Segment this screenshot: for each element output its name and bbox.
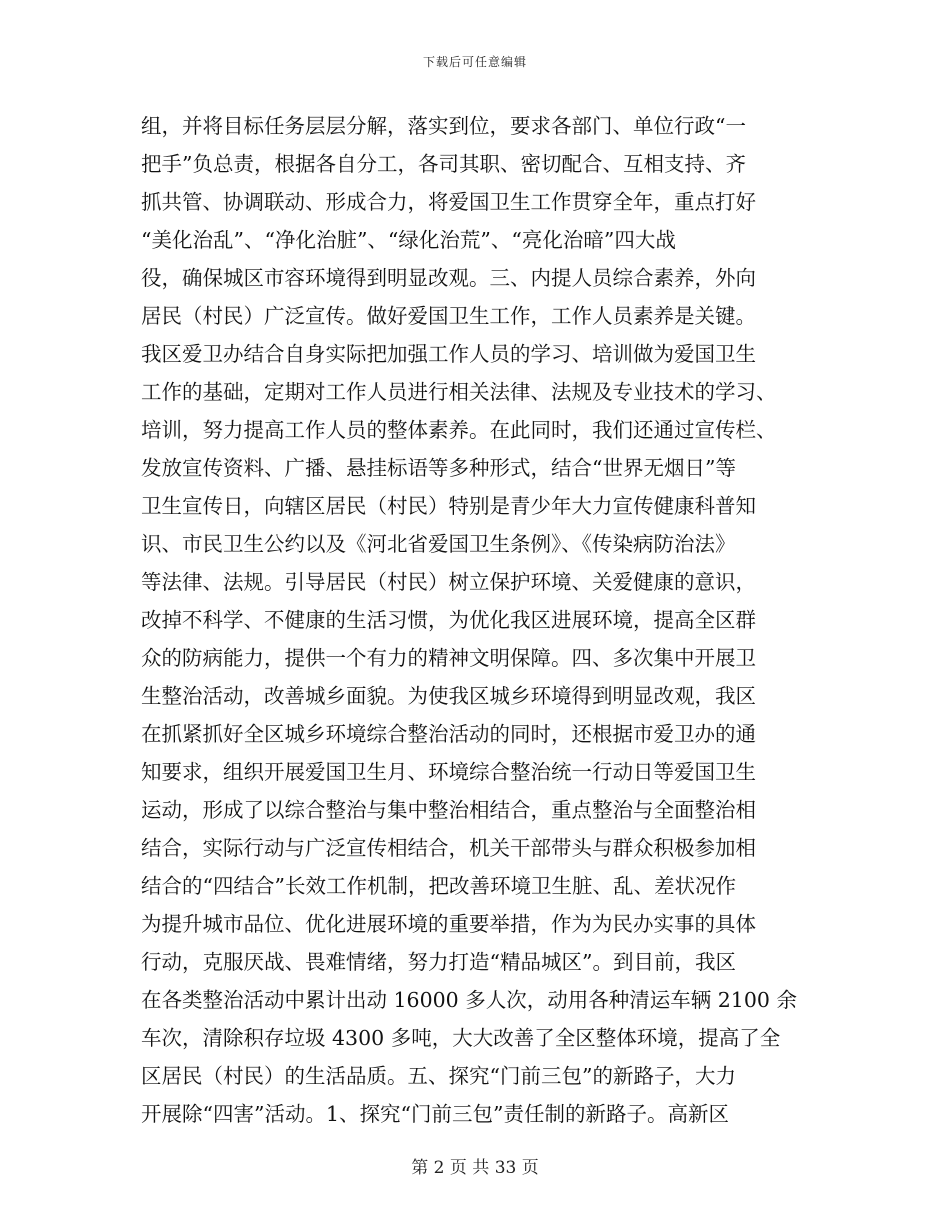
text-line: 结合的“四结合”长效工作机制，把改善环境卫生脏、乱、差状况作 (141, 874, 736, 898)
text-line: 知要求，组织开展爱国卫生月、环境综合整治统一行动日等爱国卫生 (141, 760, 756, 784)
text-line: 运动，形成了以综合整治与集中整治相结合，重点整治与全面整治相 (141, 798, 756, 822)
text-line: 我区爱卫办结合自身实际把加强工作人员的学习、培训做为爱国卫生 (141, 342, 756, 366)
text-line: 把手”负总责，根据各自分工，各司其职、密切配合、互相支持、齐 (141, 152, 746, 176)
text-line: “美化治乱”、“净化治脏”、“绿化治荒”、“亮化治暗”四大战 (141, 228, 676, 252)
text-line: 组，并将目标任务层层分解，落实到位，要求各部门、单位行政“一 (141, 114, 746, 138)
text-line: 车次，清除积存垃圾 4300 多吨，大大改善了全区整体环境，提高了全 (141, 1026, 781, 1050)
text-line: 工作的基础，定期对工作人员进行相关法律、法规及专业技术的学习、 (141, 380, 777, 404)
text-line: 开展除“四害”活动。1、探究“门前三包”责任制的新路子。高新区 (141, 1102, 729, 1126)
text-line: 卫生宣传日，向辖区居民（村民）特别是青少年大力宣传健康科普知 (141, 494, 756, 518)
page-header: 下载后可任意编辑 (422, 55, 527, 69)
text-line: 众的防病能力，提供一个有力的精神文明保障。四、多次集中开展卫 (141, 646, 756, 670)
text-line: 培训，努力提高工作人员的整体素养。在此同时，我们还通过宣传栏、 (141, 418, 777, 442)
text-line: 为提升城市品位、优化进展环境的重要举措，作为为民办实事的具体 (141, 912, 756, 936)
text-line: 居民（村民）广泛宣传。做好爱国卫生工作，工作人员素养是关键。 (141, 304, 756, 328)
text-line: 区居民（村民）的生活品质。五、探究“门前三包”的新路子，大力 (141, 1064, 736, 1088)
text-line: 在抓紧抓好全区城乡环境综合整治活动的同时，还根据市爱卫办的通 (141, 722, 756, 746)
text-line: 抓共管、协调联动、形成合力，将爱国卫生工作贯穿全年，重点打好 (141, 190, 756, 214)
page-number-footer: 第 2 页 共 33 页 (411, 1158, 539, 1178)
text-line: 役，确保城区市容环境得到明显改观。三、内提人员综合素养，外向 (141, 266, 756, 290)
text-line: 识、市民卫生公约以及《河北省爱国卫生条例》、《传染病防治法》 (141, 532, 736, 556)
text-line: 行动，克服厌战、畏难情绪，努力打造“精品城区”。到目前，我区 (141, 950, 736, 974)
text-line: 生整治活动，改善城乡面貌。为使我区城乡环境得到明显改观，我区 (141, 684, 756, 708)
text-line: 在各类整治活动中累计出动 16000 多人次，动用各种清运车辆 2100 余 (141, 988, 797, 1012)
text-line: 改掉不科学、不健康的生活习惯，为优化我区进展环境，提高全区群 (141, 608, 756, 632)
document-body (141, 107, 821, 1133)
text-line: 发放宣传资料、广播、悬挂标语等多种形式，结合“世界无烟日”等 (141, 456, 736, 480)
text-line: 结合，实际行动与广泛宣传相结合，机关干部带头与群众积极参加相 (141, 836, 756, 860)
text-line: 等法律、法规。引导居民（村民）树立保护环境、关爱健康的意识， (141, 570, 756, 594)
